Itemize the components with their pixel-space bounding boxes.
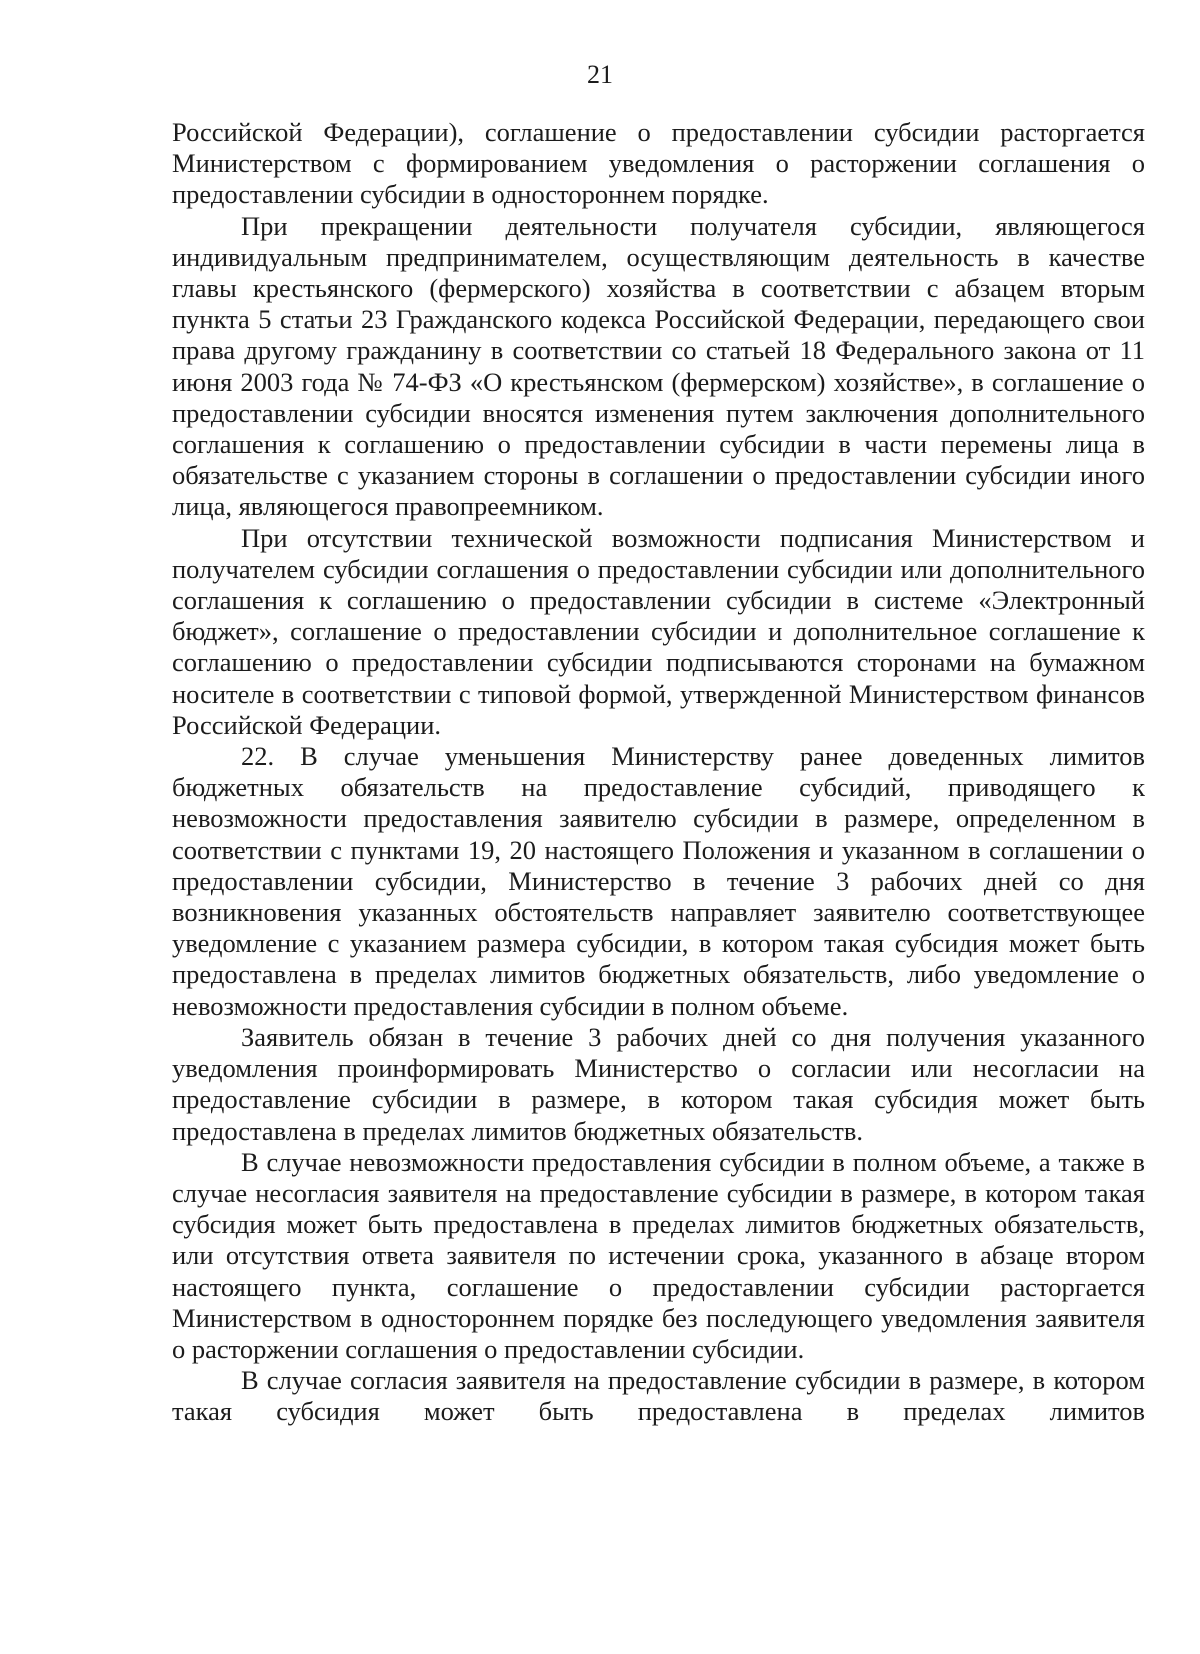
- paragraph-farm-successor: При прекращении деятельности получателя субсидии, являющегося индивидуальным предпринимателем, осуществляющим деятельность в качестве главы крестьянского (фермерского) хозяйства в соответствии с абзацем вторым пункта 5 статьи 23 Гражданского кодекса Российской Федерации, передающего свои права другому гражданину в соответствии со статьей 18 Федерального закона от 11 июня 2003 года № 74-ФЗ «О крестьянском (фермерском) хозяйстве», в соглашение о предоставлении субсидии вносятся изменения путем заключения дополнительного соглашения к соглашению о предоставлении субсидии в части перемены лица в обязательстве с указанием стороны в соглашении о предоставлении субсидии иного лица, являющегося правопреемником.: [172, 210, 1145, 522]
- paragraph-termination: В случае невозможности предоставления субсидии в полном объеме, а также в случае несогласия заявителя на предоставление субсидии в размере, в котором такая субсидия может быть предоставлена в пределах лимитов бюджетных обязательств, или отсутствия ответа заявителя по истечении срока, указанного в абзаце втором настоящего пункта, соглашение о предоставлении субсидии расторгается Министерством в одностороннем порядке без последующего уведомления заявителя о расторжении соглашения о предоставлении субсидии.: [172, 1146, 1145, 1364]
- paragraph-applicant-response: Заявитель обязан в течение 3 рабочих дней со дня получения указанного уведомления проинформировать Министерство о согласии или несогласии на предоставление субсидии в размере, в котором такая субсидия может быть предоставлена в пределах лимитов бюджетных обязательств.: [172, 1021, 1145, 1146]
- paragraph-agreement-consent: В случае согласия заявителя на предоставление субсидии в размере, в котором такая субсидия может быть предоставлена в пределах лимитов: [172, 1365, 1145, 1427]
- paragraph-item-22: 22. В случае уменьшения Министерству ранее доведенных лимитов бюджетных обязательств на предоставление субсидий, приводящего к невозможности предоставления заявителю субсидии в размере, определенном в соответствии с пунктами 19, 20 настоящего Положения и указанном в соглашении о предоставлении субсидии, Министерство в течение 3 рабочих дней со дня возникновения указанных обстоятельств направляет заявителю соответствующее уведомление с указанием размера субсидии, в котором такая субсидия может быть предоставлена в пределах лимитов бюджетных обязательств, либо уведомление о невозможности предоставления субсидии в полном объеме.: [172, 741, 1145, 1021]
- paragraph-continuation: Российской Федерации), соглашение о предоставлении субсидии расторгается Министерством с формированием уведомления о расторжении соглашения о предоставлении субсидии в одностороннем порядке.: [172, 117, 1145, 210]
- page-number: 21: [587, 60, 613, 89]
- document-body: [172, 117, 1145, 1428]
- paragraph-paper-signing: При отсутствии технической возможности подписания Министерством и получателем субсидии соглашения о предоставлении субсидии или дополнительного соглашения к соглашению о предоставлении субсидии в системе «Электронный бюджет», соглашение о предоставлении субсидии и дополнительное соглашение к соглашению о предоставлении субсидии подписываются сторонами на бумажном носителе в соответствии с типовой формой, утвержденной Министерством финансов Российской Федерации.: [172, 522, 1145, 740]
